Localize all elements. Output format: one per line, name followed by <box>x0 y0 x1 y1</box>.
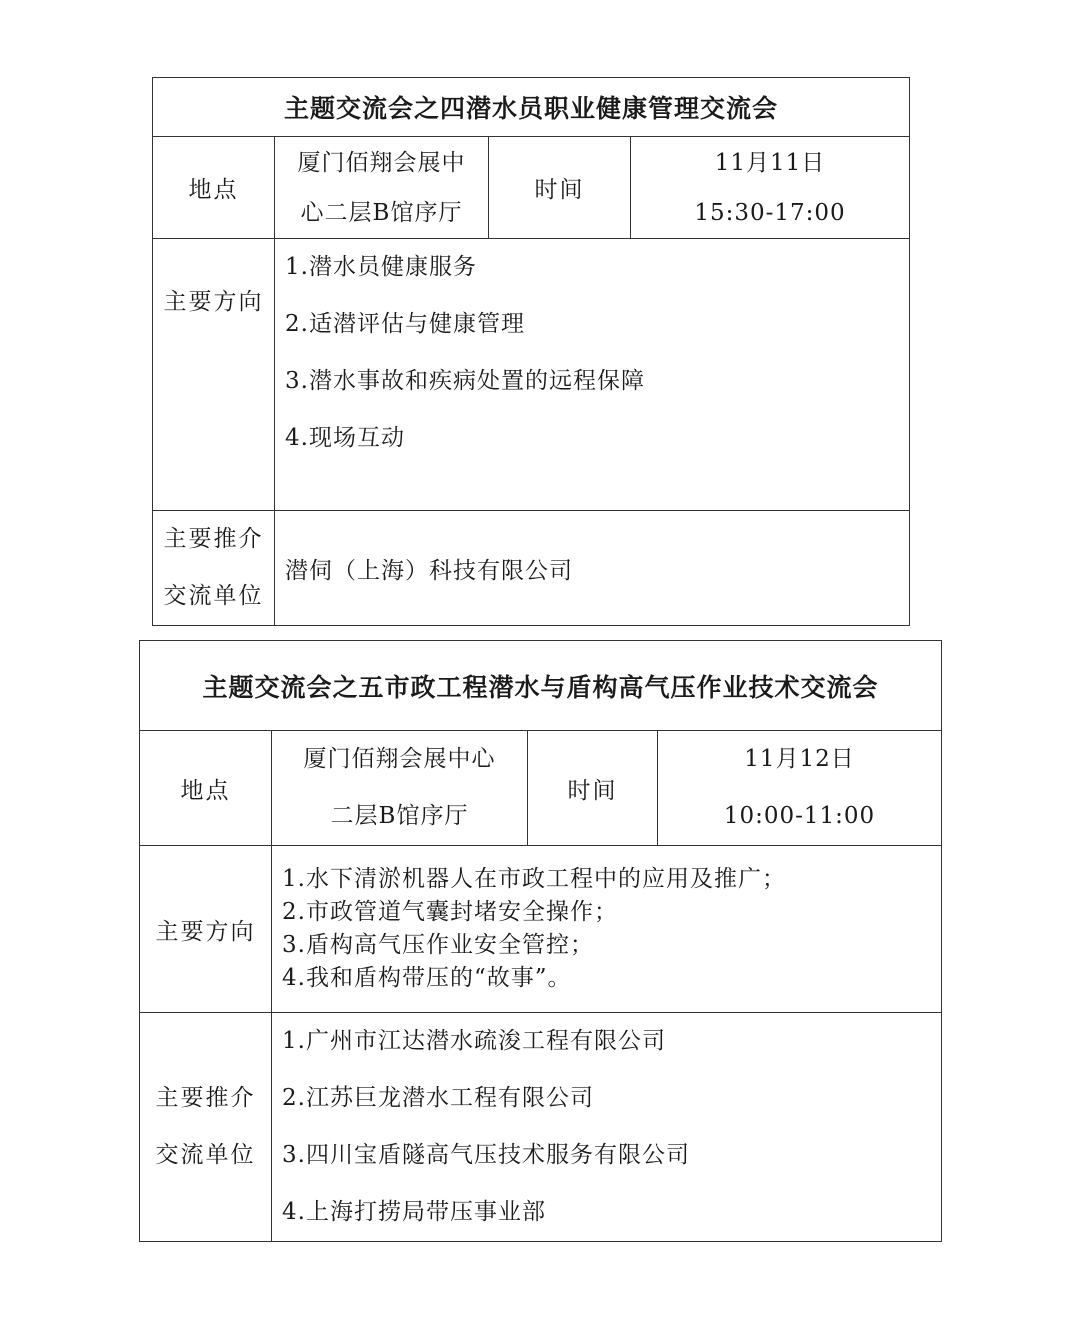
time-value <box>658 731 942 846</box>
location-line: 厦门佰翔会展中心 <box>303 746 496 772</box>
location-label: 地点 <box>153 137 275 239</box>
direction-list <box>275 239 910 511</box>
list-item: 4.现场互动 <box>285 425 405 451</box>
direction-list <box>272 846 942 1013</box>
list-item: 3.潜水事故和疾病处置的远程保障 <box>285 368 645 394</box>
list-item: 2.江苏巨龙潜水工程有限公司 <box>282 1085 594 1111</box>
time-value <box>631 137 910 239</box>
unit-label <box>140 1013 272 1242</box>
location-line: 心二层B馆序厅 <box>300 199 463 226</box>
date-line: 11月11日 <box>714 149 826 176</box>
time-range-line: 10:00-11:00 <box>723 803 876 829</box>
list-item: 3.四川宝盾隧高气压技术服务有限公司 <box>282 1142 690 1168</box>
time-label: 时间 <box>489 137 631 239</box>
location-line: 厦门佰翔会展中 <box>297 149 466 176</box>
direction-label: 主要方向 <box>153 239 275 511</box>
session-table-4 <box>152 77 910 626</box>
unit-label-line: 主要推介 <box>163 526 264 552</box>
time-label: 时间 <box>528 731 658 846</box>
location-value <box>272 731 528 846</box>
location-label: 地点 <box>140 731 272 846</box>
list-item: 4.上海打捞局带压事业部 <box>282 1199 546 1225</box>
date-line: 11月12日 <box>744 746 855 772</box>
list-item: 1.潜水员健康服务 <box>285 254 477 280</box>
session-table-5 <box>139 640 942 1242</box>
list-item: 3.盾构高气压作业安全管控； <box>282 932 594 958</box>
location-value <box>275 137 489 239</box>
list-item: 4.我和盾构带压的“故事”。 <box>282 965 572 991</box>
direction-label: 主要方向 <box>140 846 272 1013</box>
unit-label-line: 交流单位 <box>155 1142 256 1168</box>
unit-list <box>272 1013 942 1242</box>
session-title: 主题交流会之五市政工程潜水与盾构高气压作业技术交流会 <box>140 641 942 731</box>
list-item: 1.水下清淤机器人在市政工程中的应用及推广； <box>282 866 786 892</box>
unit-label <box>153 511 275 626</box>
unit-label-line: 主要推介 <box>155 1085 256 1111</box>
session-title: 主题交流会之四潜水员职业健康管理交流会 <box>153 78 910 137</box>
unit-label-line: 交流单位 <box>163 583 264 609</box>
list-item: 1.广州市江达潜水疏浚工程有限公司 <box>282 1028 666 1054</box>
list-item: 2.市政管道气囊封堵安全操作； <box>282 899 618 925</box>
list-item: 2.适潜评估与健康管理 <box>285 311 525 337</box>
time-range-line: 15:30-17:00 <box>694 199 846 226</box>
location-line: 二层B馆序厅 <box>330 803 469 829</box>
unit-value: 潜伺（上海）科技有限公司 <box>275 511 910 626</box>
